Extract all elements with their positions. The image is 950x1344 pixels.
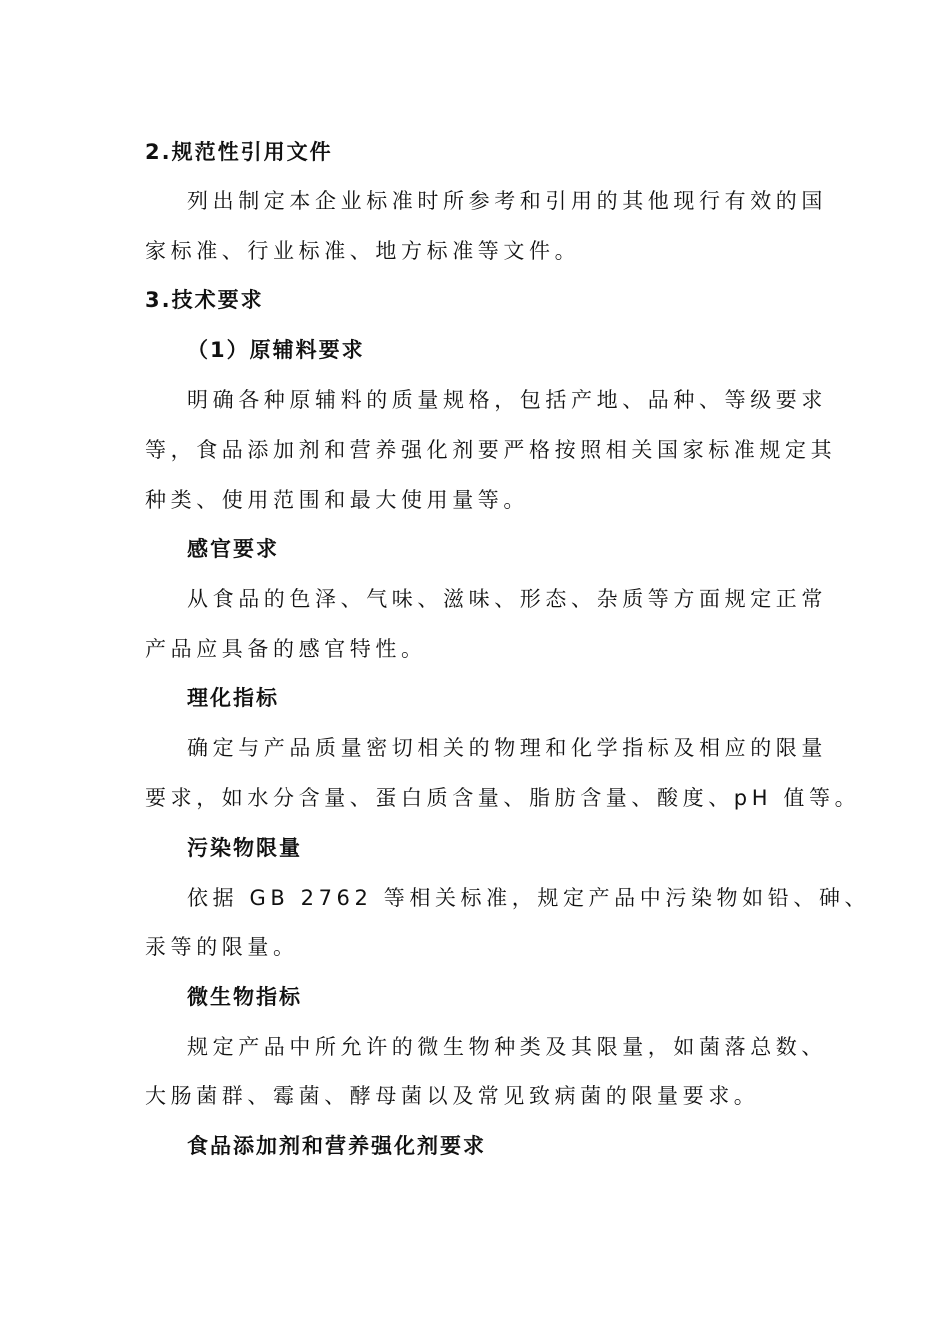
section-2-body-line-1: 列出制定本企业标准时所参考和引用的其他现行有效的国 <box>187 189 827 213</box>
physicochemical-body-line-1: 确定与产品质量密切相关的物理和化学指标及相应的限量 <box>187 736 827 760</box>
sensory-body-line-1: 从食品的色泽、气味、滋味、形态、杂质等方面规定正常 <box>187 587 827 611</box>
microbiological-body-line-1: 规定产品中所允许的微生物种类及其限量，如菌落总数、 <box>187 1035 827 1059</box>
section-2-heading: 2.规范性引用文件 <box>145 140 333 164</box>
raw-materials-body-line-1: 明确各种原辅料的质量规格，包括产地、品种、等级要求 <box>187 388 827 412</box>
microbiological-body-line-2: 大肠菌群、霉菌、酵母菌以及常见致病菌的限量要求。 <box>145 1084 760 1108</box>
physicochemical-heading: 理化指标 <box>187 686 279 710</box>
section-2-body-line-2: 家标准、行业标准、地方标准等文件。 <box>145 239 581 263</box>
section-3-heading: 3.技术要求 <box>145 288 264 312</box>
contaminants-body-line-2: 汞等的限量。 <box>145 935 299 959</box>
raw-materials-body-line-2: 等，食品添加剂和营养强化剂要严格按照相关国家标准规定其 <box>145 438 837 462</box>
contaminants-body-line-1: 依据 GB 2762 等相关标准，规定产品中污染物如铅、砷、 <box>187 886 871 910</box>
sensory-heading: 感官要求 <box>187 537 279 561</box>
sensory-body-line-2: 产品应具备的感官特性。 <box>145 637 427 661</box>
microbiological-heading: 微生物指标 <box>187 985 302 1009</box>
additives-heading: 食品添加剂和营养强化剂要求 <box>187 1134 486 1158</box>
raw-materials-heading: （1）原辅料要求 <box>187 338 365 362</box>
contaminants-heading: 污染物限量 <box>187 836 302 860</box>
physicochemical-body-line-2: 要求，如水分含量、蛋白质含量、脂肪含量、酸度、pH 值等。 <box>145 786 861 810</box>
raw-materials-body-line-3: 种类、使用范围和最大使用量等。 <box>145 488 529 512</box>
